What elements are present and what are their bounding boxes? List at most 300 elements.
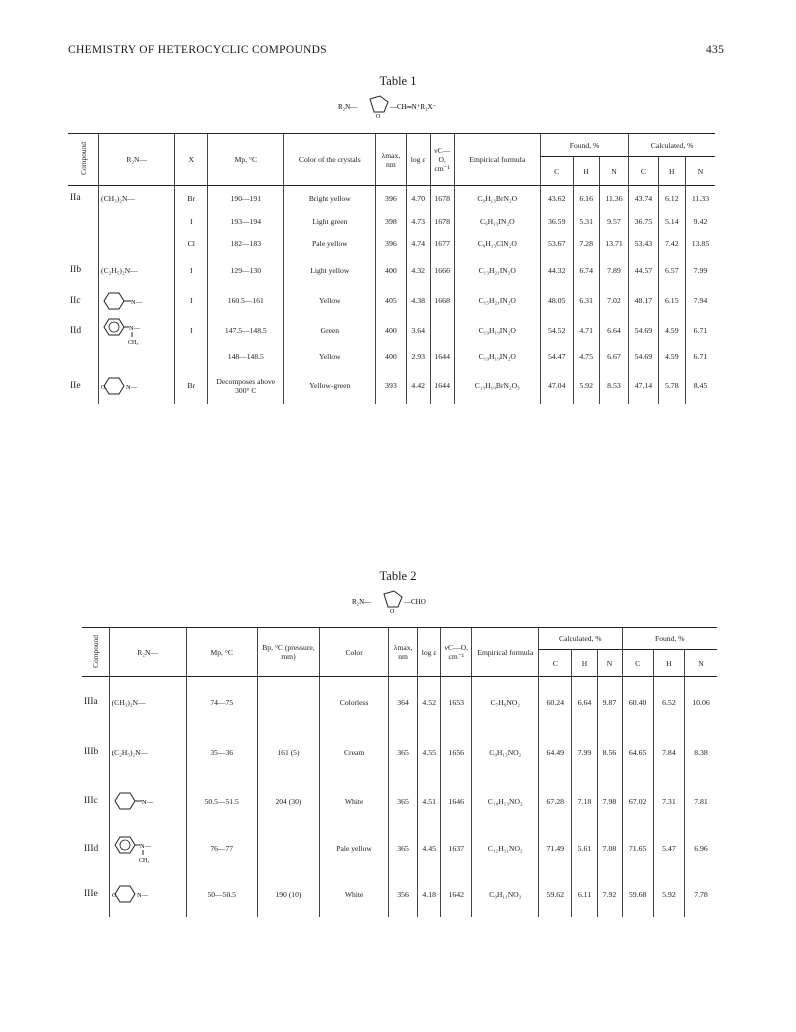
cell-text-lmax: 365: [397, 844, 409, 853]
cell-lmax: [376, 255, 407, 286]
cell-text-lmax: 398: [385, 217, 397, 226]
cell-cc: [629, 233, 658, 255]
cell-x: [175, 255, 208, 286]
cell-fh: [573, 233, 599, 255]
table-row: [82, 826, 717, 872]
svg-text:N—: N—: [141, 799, 153, 806]
cell-text-compound: IIIc: [84, 796, 98, 806]
cell-loge: [406, 186, 430, 211]
cell-text-mp: 182—183: [230, 239, 261, 248]
cell-lmax: [389, 728, 418, 777]
cell-cn: [597, 872, 622, 917]
cell-compound: [82, 826, 109, 872]
cell-text-cn: 6.71: [693, 352, 708, 361]
cell-cn: [597, 728, 622, 777]
cell-fc: [540, 316, 573, 346]
table1: [68, 133, 715, 404]
cell-text-fh: 5.92: [579, 381, 593, 390]
cell-text-compound: IIIe: [84, 889, 98, 899]
cell-text-lmax: 396: [385, 193, 397, 203]
cell-fn: [685, 677, 717, 728]
cell-text-cc: 60.24: [546, 697, 565, 707]
cell-fc: [622, 677, 653, 728]
cell-vco: [441, 872, 472, 917]
scheme1-left: R₂N—: [338, 103, 358, 111]
cell-text-r2n: (C₂H₅)₂N—: [101, 265, 138, 275]
table-row: [68, 211, 715, 233]
cell-text-formula: C₁₉H₁₉IN₂O: [478, 352, 516, 361]
cell-text-formula: C₉H₁₃IN₂O: [479, 217, 515, 226]
cell-text-bp: 161 (5): [277, 747, 300, 757]
cell-text-ch: 6.15: [664, 296, 679, 305]
page-number: 435: [706, 44, 725, 56]
svg-text:N—: N—: [131, 298, 143, 306]
cell-r2n: [109, 728, 186, 777]
cell-loge: [406, 346, 430, 368]
cell-ch: [572, 826, 597, 872]
cell-text-fn: 6.64: [607, 326, 621, 335]
cell-text-cc: 44.57: [634, 265, 653, 275]
cell-text-fn: 7.81: [694, 796, 708, 806]
cell-lmax: [376, 368, 407, 404]
cell-bp: [257, 777, 320, 826]
cell-text-cn: 13.85: [691, 239, 710, 248]
cell-text-loge: 4.52: [422, 697, 436, 707]
cell-cn: [685, 316, 715, 346]
cell-cn: [597, 777, 622, 826]
cell-r2n: [109, 872, 186, 917]
furan-ring-icon: [370, 96, 388, 112]
cell-text-cc: 48.17: [634, 296, 653, 305]
cell-cn: [685, 346, 715, 368]
cell-color: [320, 677, 389, 728]
cell-fn: [685, 872, 717, 917]
cell-text-fh: 4.71: [579, 326, 593, 335]
furan-ring-icon: [384, 591, 402, 607]
cell-loge: [406, 316, 430, 346]
running-header: CHEMISTRY OF HETEROCYCLIC COMPOUNDS: [68, 44, 327, 56]
col-calc-h: H: [658, 157, 685, 186]
cell-loge: [406, 233, 430, 255]
cell-ch: [658, 316, 685, 346]
cell-formula: [454, 316, 540, 346]
cell-vco: [430, 286, 454, 316]
cell-compound: [68, 255, 99, 286]
cell-fh: [573, 368, 599, 404]
cell-text-cc: 53.43: [634, 239, 653, 248]
cell-text-loge: 3.64: [411, 326, 425, 335]
cell-fh: [573, 286, 599, 316]
cell-cc: [629, 186, 658, 211]
cell-bp: [257, 728, 320, 777]
cell-r2n: [99, 346, 175, 368]
col-lmax: λmax, nm: [389, 628, 418, 677]
cell-lmax: [389, 677, 418, 728]
col-formula: Empirical formula: [472, 628, 539, 677]
cell-mp: [186, 677, 257, 728]
cell-text-mp: 193—194: [230, 217, 261, 226]
cell-text-x: I: [189, 265, 193, 275]
cell-fc: [540, 186, 573, 211]
cell-compound: [82, 777, 109, 826]
cell-cn: [685, 186, 715, 211]
cell-color: [284, 211, 376, 233]
table1-title: Table 1: [379, 74, 417, 88]
cell-fh: [573, 316, 599, 346]
cell-text-loge: 4.55: [422, 747, 436, 757]
cell-text-ch: 7.42: [664, 239, 679, 248]
cell-text-bp: 190 (10): [275, 889, 302, 899]
cell-text-cc: 43.74: [634, 193, 653, 203]
table1-body: [68, 186, 715, 404]
table-row: [68, 255, 715, 286]
cell-text-fc: 71.65: [628, 844, 647, 853]
cell-text-vco: 1637: [448, 844, 465, 853]
cell-fc: [540, 286, 573, 316]
cell-text-cn: 7.98: [602, 796, 617, 806]
cell-text-loge: 4.70: [411, 193, 425, 203]
col-found-n: N: [685, 650, 717, 677]
svg-text:CH₃: CH₃: [138, 857, 150, 864]
cell-text-lmax: 405: [385, 296, 397, 305]
cell-text-mp: 160.5—161: [227, 296, 264, 305]
cell-ch: [658, 233, 685, 255]
cell-text-x: I: [189, 296, 193, 305]
piperidine-ring-icon: [112, 790, 156, 812]
cell-text-fc: 54.47: [547, 352, 566, 361]
cell-text-fh: 7.31: [662, 796, 676, 806]
cell-text-color: Yellow: [319, 352, 341, 361]
cell-mp: [186, 728, 257, 777]
cell-compound: [68, 233, 99, 255]
cell-text-loge: 4.32: [411, 265, 425, 275]
col-found-c: C: [622, 650, 653, 677]
svg-text:O: O: [111, 893, 116, 899]
table-row: [68, 186, 715, 211]
cell-cc: [539, 677, 572, 728]
col-color: Color: [320, 628, 389, 677]
cell-lmax: [389, 777, 418, 826]
morpholine-ring-icon: [112, 883, 156, 905]
cell-mp: [186, 777, 257, 826]
col-vco: νC—O, cm⁻¹: [441, 628, 472, 677]
col-found: Found, %: [540, 134, 628, 157]
cell-cn: [685, 286, 715, 316]
cell-fh: [653, 826, 684, 872]
cell-fh: [573, 186, 599, 211]
table2-body: [82, 677, 717, 917]
cell-text-fh: 5.47: [662, 844, 676, 853]
cell-color: [320, 872, 389, 917]
cell-loge: [406, 286, 430, 316]
cell-text-loge: 4.74: [411, 239, 425, 248]
cell-fc: [540, 368, 573, 404]
cell-cc: [629, 346, 658, 368]
cell-ch: [658, 346, 685, 368]
cell-cc: [629, 255, 658, 286]
cell-text-mp: 74—75: [210, 697, 234, 707]
col-formula: Empirical formula: [454, 134, 540, 186]
svg-text:O: O: [390, 609, 395, 615]
cell-text-fn: 11.36: [605, 193, 623, 203]
cell-color: [284, 255, 376, 286]
cell-text-vco: 1642: [448, 889, 465, 899]
cell-lmax: [376, 186, 407, 211]
n-methylanilino-icon: [101, 316, 151, 346]
cell-text-compound: IIId: [84, 843, 99, 854]
cell-color: [284, 233, 376, 255]
cell-mp: [208, 368, 284, 404]
cell-text-cn: 9.42: [693, 217, 708, 226]
cell-formula: [454, 186, 540, 211]
cell-fc: [622, 728, 653, 777]
cell-ch: [658, 211, 685, 233]
cell-text-color: Light green: [312, 217, 348, 226]
cell-ch: [572, 677, 597, 728]
cell-fc: [622, 826, 653, 872]
cell-text-fh: 6.31: [579, 296, 593, 305]
cell-cc: [539, 777, 572, 826]
cell-text-mp: 148—148.5: [227, 352, 264, 361]
cell-x: [175, 233, 208, 255]
cell-text-cc: 71.49: [546, 844, 565, 853]
cell-x: [175, 211, 208, 233]
scheme2-right: —CHO: [404, 598, 426, 606]
cell-ch: [658, 186, 685, 211]
cell-text-vco: 1666: [434, 265, 450, 275]
cell-text-fn: 10.06: [692, 697, 710, 707]
cell-cn: [685, 368, 715, 404]
cell-cc: [539, 872, 572, 917]
cell-text-color: Yellow-green: [309, 381, 351, 390]
cell-text-loge: 4.45: [422, 844, 436, 853]
table-row: [82, 677, 717, 728]
col-calc: Calculated, %: [629, 134, 715, 157]
cell-text-lmax: 400: [385, 352, 397, 361]
cell-cc: [539, 728, 572, 777]
cell-text-loge: 4.42: [411, 381, 425, 390]
cell-mp: [208, 316, 284, 346]
cell-vco: [430, 316, 454, 346]
cell-text-mp: 147.5—148.5: [224, 326, 267, 335]
cell-r2n: [99, 316, 175, 346]
cell-fc: [622, 777, 653, 826]
svg-text:N—: N—: [139, 842, 151, 850]
cell-ch: [572, 777, 597, 826]
cell-fn: [599, 255, 628, 286]
cell-ch: [658, 286, 685, 316]
cell-fh: [573, 255, 599, 286]
cell-text-fc: 59.68: [628, 889, 647, 899]
cell-compound: [68, 316, 99, 346]
cell-compound: [82, 677, 109, 728]
cell-text-loge: 4.51: [422, 796, 436, 806]
col-mp: Mp, °C: [186, 628, 257, 677]
cell-text-cc: 54.69: [634, 326, 653, 335]
cell-loge: [418, 777, 441, 826]
cell-text-compound: IIe: [70, 380, 81, 391]
cell-text-fn: 6.67: [607, 352, 621, 361]
cell-text-cn: 11.33: [691, 193, 710, 203]
cell-compound: [68, 286, 99, 316]
cell-mp: [208, 255, 284, 286]
cell-mp: [208, 211, 284, 233]
cell-loge: [418, 677, 441, 728]
cell-r2n: [99, 186, 175, 211]
cell-color: [320, 777, 389, 826]
cell-text-mp: 50.5—51.5: [204, 796, 239, 806]
cell-vco: [441, 777, 472, 826]
cell-fc: [540, 233, 573, 255]
cell-text-ch: 6.57: [664, 265, 679, 275]
cell-text-cc: 47.14: [634, 381, 653, 390]
col-compound: Compound: [90, 634, 100, 668]
col-r2n: R₂N—: [99, 134, 175, 186]
cell-bp: [257, 826, 320, 872]
cell-text-lmax: 400: [385, 326, 397, 335]
col-r2n: R₂N—: [109, 628, 186, 677]
cell-compound: [68, 211, 99, 233]
cell-loge: [406, 255, 430, 286]
cell-vco: [430, 368, 454, 404]
cell-r2n: [109, 826, 186, 872]
col-calc-n: N: [597, 650, 622, 677]
cell-text-x: Br: [187, 381, 196, 390]
cell-mp: [208, 286, 284, 316]
svg-text:O: O: [101, 384, 106, 391]
cell-text-fn: 7.02: [607, 296, 621, 305]
svg-text:N—: N—: [126, 383, 138, 391]
cell-fn: [599, 316, 628, 346]
cell-compound: [68, 346, 99, 368]
cell-text-vco: 1646: [448, 796, 465, 806]
col-vco: νC—O, cm⁻¹: [430, 134, 454, 186]
cell-text-fh: 6.52: [662, 697, 676, 707]
cell-r2n: [99, 286, 175, 316]
cell-text-ch: 7.18: [577, 796, 592, 806]
cell-text-r2n: (CH₃)₂N—: [101, 193, 136, 203]
table-row: [68, 368, 715, 404]
cell-text-lmax: 365: [397, 747, 409, 757]
cell-formula: [454, 286, 540, 316]
cell-bp: [257, 677, 320, 728]
cell-text-fn: 8.53: [607, 381, 621, 390]
cell-text-formula: C₉H₁₃ClN₂O: [477, 239, 517, 248]
cell-text-ch: 7.99: [577, 747, 592, 757]
cell-vco: [441, 826, 472, 872]
cell-text-compound: IIIb: [84, 747, 99, 757]
cell-vco: [441, 728, 472, 777]
cell-r2n: [99, 211, 175, 233]
cell-text-formula: C₉H₁₁NO₃: [489, 889, 522, 899]
cell-fn: [685, 826, 717, 872]
cell-color: [284, 346, 376, 368]
cell-text-fn: 6.96: [694, 844, 708, 853]
svg-text:N—: N—: [129, 324, 141, 332]
cell-fc: [622, 872, 653, 917]
table-row: [82, 728, 717, 777]
cell-text-vco: 1656: [448, 747, 465, 757]
cell-text-cn: 7.94: [693, 296, 708, 305]
cell-formula: [472, 777, 539, 826]
cell-text-cn: 8.45: [693, 381, 708, 390]
cell-text-cn: 6.71: [693, 326, 708, 335]
cell-text-compound: IIa: [70, 193, 81, 204]
cell-text-compound: IIb: [70, 265, 82, 275]
cell-text-color: Pale yellow: [336, 844, 372, 853]
cell-mp: [186, 872, 257, 917]
cell-text-fh: 7.28: [579, 239, 593, 248]
cell-text-x: Cl: [187, 239, 195, 248]
cell-color: [320, 826, 389, 872]
cell-text-r2n: (CH₃)₂N—: [111, 697, 146, 707]
cell-text-mp: Decomposes above 300° C: [216, 376, 276, 395]
cell-r2n: [99, 233, 175, 255]
table-row: [68, 316, 715, 346]
col-x: X: [175, 134, 208, 186]
cell-text-fh: 5.92: [662, 889, 676, 899]
cell-text-compound: IIIa: [84, 697, 98, 708]
cell-loge: [418, 728, 441, 777]
cell-ch: [572, 728, 597, 777]
cell-text-fc: 53.67: [547, 239, 566, 248]
cell-text-vco: 1644: [434, 381, 450, 390]
cell-text-formula: C₉H₁₃NO₂: [489, 747, 522, 757]
cell-text-formula: C₁₃H₁₉BrN₂O₃: [474, 381, 520, 390]
col-calc-n: N: [685, 157, 715, 186]
cell-r2n: [99, 368, 175, 404]
col-found-c: C: [540, 157, 573, 186]
cell-text-color: Colorless: [339, 697, 369, 707]
cell-fn: [599, 368, 628, 404]
cell-text-formula: C₁₀H₁₃NO₂: [487, 796, 523, 806]
cell-text-fn: 7.78: [694, 889, 708, 899]
cell-text-compound: IIc: [70, 295, 81, 306]
cell-text-mp: 190—191: [230, 193, 261, 203]
cell-text-color: Pale yellow: [311, 239, 348, 248]
cell-lmax: [376, 316, 407, 346]
cell-formula: [454, 255, 540, 286]
cell-text-formula: C₉H₁₃BrN₂O: [477, 193, 518, 203]
cell-fh: [573, 211, 599, 233]
cell-lmax: [376, 346, 407, 368]
cell-lmax: [376, 211, 407, 233]
cell-text-fc: 44.32: [547, 265, 566, 275]
cell-fn: [599, 286, 628, 316]
cell-fn: [685, 728, 717, 777]
cell-text-x: I: [189, 217, 193, 226]
cell-text-formula: C₁₃H₂₁IN₂O: [478, 265, 516, 275]
cell-fh: [573, 346, 599, 368]
cell-text-cc: 67.28: [546, 796, 565, 806]
cell-fh: [653, 677, 684, 728]
cell-cc: [629, 286, 658, 316]
piperidine-ring-icon: [101, 290, 145, 312]
cell-text-mp: 50—50.5: [207, 889, 236, 899]
cell-text-ch: 5.78: [664, 381, 679, 390]
cell-text-loge: 4.73: [411, 217, 425, 226]
table2-scheme: [352, 589, 452, 615]
cell-text-vco: 1678: [434, 217, 450, 226]
cell-loge: [418, 826, 441, 872]
cell-fn: [599, 346, 628, 368]
cell-text-x: I: [189, 326, 193, 335]
cell-cc: [629, 211, 658, 233]
scheme2-left: R₂N—: [352, 598, 372, 606]
cell-ch: [658, 255, 685, 286]
table-row: [68, 233, 715, 255]
cell-mp: [208, 346, 284, 368]
